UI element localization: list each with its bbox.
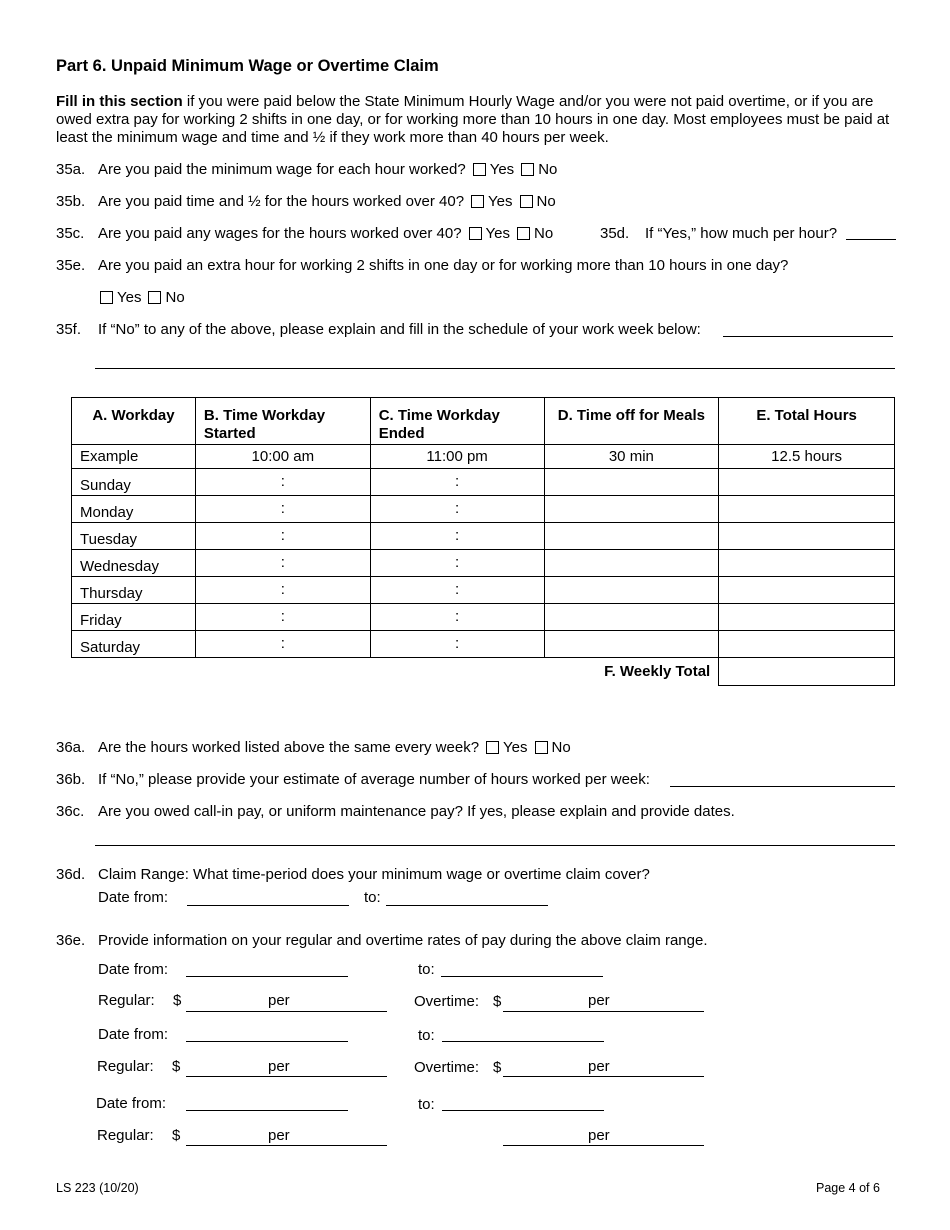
question-36a xyxy=(56,739,85,756)
question-36a-body xyxy=(98,739,571,756)
question-35d-text: If “Yes,” how much per hour? xyxy=(645,225,838,242)
yes-label: Yes xyxy=(489,161,515,178)
question-36c xyxy=(56,803,84,820)
day-label: Monday xyxy=(72,496,196,523)
no-checkbox-35e[interactable] xyxy=(148,291,161,304)
rate3-date-from-field[interactable] xyxy=(186,1110,348,1111)
regular-label: Regular: xyxy=(98,992,155,1009)
start-time-cell[interactable]: : xyxy=(195,577,370,604)
claim-date-from-field[interactable] xyxy=(187,905,349,906)
meal-time-cell[interactable] xyxy=(544,577,719,604)
date-from-label: Date from: xyxy=(98,1026,169,1043)
day-label: Wednesday xyxy=(72,550,196,577)
table-row xyxy=(72,496,895,523)
no-label: No xyxy=(538,161,558,178)
question-35e-text: Are you paid an extra hour for working 2 shifts in one day or for working more than 10 hours in one day? xyxy=(98,257,789,274)
no-checkbox-35c[interactable] xyxy=(517,227,530,240)
question-number: 36c. xyxy=(56,803,85,820)
no-label: No xyxy=(551,739,571,756)
table-row xyxy=(72,631,895,658)
intro-text: if you were paid below the State Minimum Hourly Wage and/or you were not paid overtime, or if you are owed extra pay for working 2 shifts in one day, or for working more than 10 hours in one day. Most employees must be paid at least the minimum wage and time and ½ if they work more than 40 hours per week. xyxy=(56,93,890,146)
end-time-cell[interactable]: : xyxy=(370,469,544,496)
question-number: 35d. xyxy=(600,225,630,242)
section-title: Part 6. Unpaid Minimum Wage or Overtime Claim xyxy=(56,57,439,75)
day-label: Thursday xyxy=(72,577,196,604)
question-35b xyxy=(56,193,85,210)
question-35c-body xyxy=(98,225,553,242)
yes-checkbox-35e[interactable] xyxy=(100,291,113,304)
end-time-cell[interactable]: : xyxy=(370,604,544,631)
example-start: 10:00 am xyxy=(195,445,370,469)
question-text: Are the hours worked listed above the same every week? xyxy=(98,739,480,756)
header-workday: A. Workday xyxy=(72,398,196,445)
example-day: Example xyxy=(72,445,196,469)
day-label: Tuesday xyxy=(72,523,196,550)
table-header-row xyxy=(72,398,895,445)
rate2-overtime-field[interactable] xyxy=(503,1076,704,1077)
example-total: 12.5 hours xyxy=(719,445,895,469)
dollar-sign: $ xyxy=(493,993,502,1010)
example-row xyxy=(72,445,895,469)
per-label: per xyxy=(268,992,290,1009)
question-36b xyxy=(56,771,85,788)
weekly-total-row xyxy=(72,658,895,686)
end-time-cell[interactable]: : xyxy=(370,523,544,550)
question-36d-text: Claim Range: What time-period does your minimum wage or overtime claim cover? xyxy=(98,866,650,883)
call-in-pay-field-36c[interactable] xyxy=(95,845,895,846)
day-label: Friday xyxy=(72,604,196,631)
date-to-label: to: xyxy=(418,961,435,978)
date-to-label: to: xyxy=(364,889,381,906)
question-36c-text: Are you owed call-in pay, or uniform maintenance pay? If yes, please explain and provide dates. xyxy=(98,803,735,820)
dollar-sign: $ xyxy=(173,992,182,1009)
start-time-cell[interactable]: : xyxy=(195,496,370,523)
end-time-cell[interactable]: : xyxy=(370,631,544,658)
date-to-label: to: xyxy=(418,1096,435,1113)
per-label: per xyxy=(268,1127,290,1144)
rate2-date-from-field[interactable] xyxy=(186,1041,348,1042)
yes-checkbox-36a[interactable] xyxy=(486,741,499,754)
question-number: 36d. xyxy=(56,866,86,883)
question-35f xyxy=(56,321,81,338)
question-number: 36a. xyxy=(56,739,86,756)
date-from-label: Date from: xyxy=(96,1095,167,1112)
start-time-cell[interactable]: : xyxy=(195,631,370,658)
meal-time-cell[interactable] xyxy=(544,604,719,631)
question-number: 35b. xyxy=(56,193,86,210)
header-total-hours: E. Total Hours xyxy=(719,398,895,445)
rate2-regular-field[interactable] xyxy=(186,1076,387,1077)
per-label: per xyxy=(588,1058,610,1075)
overtime-label: Overtime: xyxy=(414,993,480,1010)
question-36e xyxy=(56,932,85,949)
no-checkbox-35b[interactable] xyxy=(520,195,533,208)
yes-checkbox-35a[interactable] xyxy=(473,163,486,176)
total-hours-cell[interactable] xyxy=(719,469,895,496)
work-schedule-table xyxy=(71,397,895,686)
question-35e-options xyxy=(93,289,185,306)
no-label: No xyxy=(536,193,556,210)
rate3-date-to-field[interactable] xyxy=(442,1110,604,1111)
question-36d xyxy=(56,866,85,883)
question-35a xyxy=(56,161,85,178)
question-35c xyxy=(56,225,84,242)
example-meals: 30 min xyxy=(544,445,719,469)
question-35d xyxy=(600,225,629,242)
end-time-cell[interactable]: : xyxy=(370,577,544,604)
meal-time-cell[interactable] xyxy=(544,469,719,496)
question-number: 36b. xyxy=(56,771,86,788)
header-meal-time: D. Time off for Meals xyxy=(544,398,719,445)
question-36b-text: If “No,” please provide your estimate of average number of hours worked per week: xyxy=(98,771,650,788)
question-36e-text: Provide information on your regular and overtime rates of pay during the above claim range. xyxy=(98,932,708,949)
question-text: Are you paid time and ½ for the hours worked over 40? xyxy=(98,193,465,210)
rate1-overtime-field[interactable] xyxy=(503,1011,704,1012)
hourly-rate-field-35d[interactable] xyxy=(846,239,896,240)
question-number: 36e. xyxy=(56,932,86,949)
question-number: 35a. xyxy=(56,161,86,178)
no-checkbox-35a[interactable] xyxy=(521,163,534,176)
yes-checkbox-35c[interactable] xyxy=(469,227,482,240)
claim-date-to-field[interactable] xyxy=(386,905,548,906)
question-35a-body xyxy=(98,161,557,178)
meal-time-cell[interactable] xyxy=(544,550,719,577)
start-time-cell[interactable]: : xyxy=(195,550,370,577)
yes-checkbox-35b[interactable] xyxy=(471,195,484,208)
table-row xyxy=(72,550,895,577)
start-time-cell[interactable]: : xyxy=(195,469,370,496)
weekly-total-cell[interactable] xyxy=(719,658,895,686)
table-row xyxy=(72,469,895,496)
start-time-cell[interactable]: : xyxy=(195,604,370,631)
rate1-date-from-field[interactable] xyxy=(186,976,348,977)
meal-time-cell[interactable] xyxy=(544,496,719,523)
end-time-cell[interactable]: : xyxy=(370,496,544,523)
rate3-regular-field[interactable] xyxy=(186,1145,387,1146)
yes-label: Yes xyxy=(488,193,513,210)
explanation-field-35f[interactable] xyxy=(723,336,893,337)
per-label: per xyxy=(588,1127,610,1144)
table-row xyxy=(72,577,895,604)
page-number: Page 4 of 6 xyxy=(816,1181,880,1195)
start-time-cell[interactable]: : xyxy=(195,523,370,550)
header-time-started: B. Time Workday Started xyxy=(195,398,370,445)
question-number: 35f. xyxy=(56,321,82,338)
day-label: Saturday xyxy=(72,631,196,658)
average-hours-field-36b[interactable] xyxy=(670,786,895,787)
question-text: Are you paid the minimum wage for each hour worked? xyxy=(98,161,466,178)
per-label: per xyxy=(588,992,610,1009)
dollar-sign: $ xyxy=(172,1058,181,1075)
rate3-overtime-field[interactable] xyxy=(503,1145,704,1146)
per-label: per xyxy=(268,1058,290,1075)
yes-label: Yes xyxy=(117,289,142,306)
end-time-cell[interactable]: : xyxy=(370,550,544,577)
explanation-line-35f[interactable] xyxy=(95,368,895,369)
example-end: 11:00 pm xyxy=(370,445,544,469)
total-hours-cell[interactable] xyxy=(719,631,895,658)
regular-label: Regular: xyxy=(97,1127,154,1144)
total-hours-cell[interactable] xyxy=(719,577,895,604)
question-number: 35e. xyxy=(56,257,86,274)
total-hours-cell[interactable] xyxy=(719,604,895,631)
day-label: Sunday xyxy=(72,469,196,496)
no-label: No xyxy=(534,225,554,242)
no-checkbox-36a[interactable] xyxy=(535,741,548,754)
header-time-ended: C. Time Workday Ended xyxy=(370,398,544,445)
date-to-label: to: xyxy=(418,1027,435,1044)
question-35f-text: If “No” to any of the above, please explain and fill in the schedule of your work week below: xyxy=(98,321,701,338)
rate1-date-to-field[interactable] xyxy=(441,976,603,977)
total-hours-cell[interactable] xyxy=(719,550,895,577)
form-id: LS 223 (10/20) xyxy=(56,1181,139,1195)
question-35e xyxy=(56,257,85,274)
rate1-regular-field[interactable] xyxy=(186,1011,387,1012)
rate2-date-to-field[interactable] xyxy=(442,1041,604,1042)
date-from-label: Date from: xyxy=(98,961,169,978)
weekly-total-label: F. Weekly Total xyxy=(604,663,711,681)
meal-time-cell[interactable] xyxy=(544,523,719,550)
total-hours-cell[interactable] xyxy=(719,496,895,523)
table-row xyxy=(72,523,895,550)
regular-label: Regular: xyxy=(97,1058,154,1075)
intro-paragraph xyxy=(56,93,902,147)
date-from-label: Date from: xyxy=(98,889,169,906)
question-text: Are you paid any wages for the hours worked over 40? xyxy=(98,225,462,242)
total-hours-cell[interactable] xyxy=(719,523,895,550)
question-number: 35c. xyxy=(56,225,85,242)
overtime-label: Overtime: xyxy=(414,1059,480,1076)
dollar-sign: $ xyxy=(172,1127,181,1144)
meal-time-cell[interactable] xyxy=(544,631,719,658)
table-row xyxy=(72,604,895,631)
yes-label: Yes xyxy=(503,739,528,756)
dollar-sign: $ xyxy=(493,1059,502,1076)
no-label: No xyxy=(165,289,185,306)
yes-label: Yes xyxy=(485,225,511,242)
intro-bold-lead: Fill in this section xyxy=(56,93,183,110)
question-35b-body xyxy=(98,193,556,210)
